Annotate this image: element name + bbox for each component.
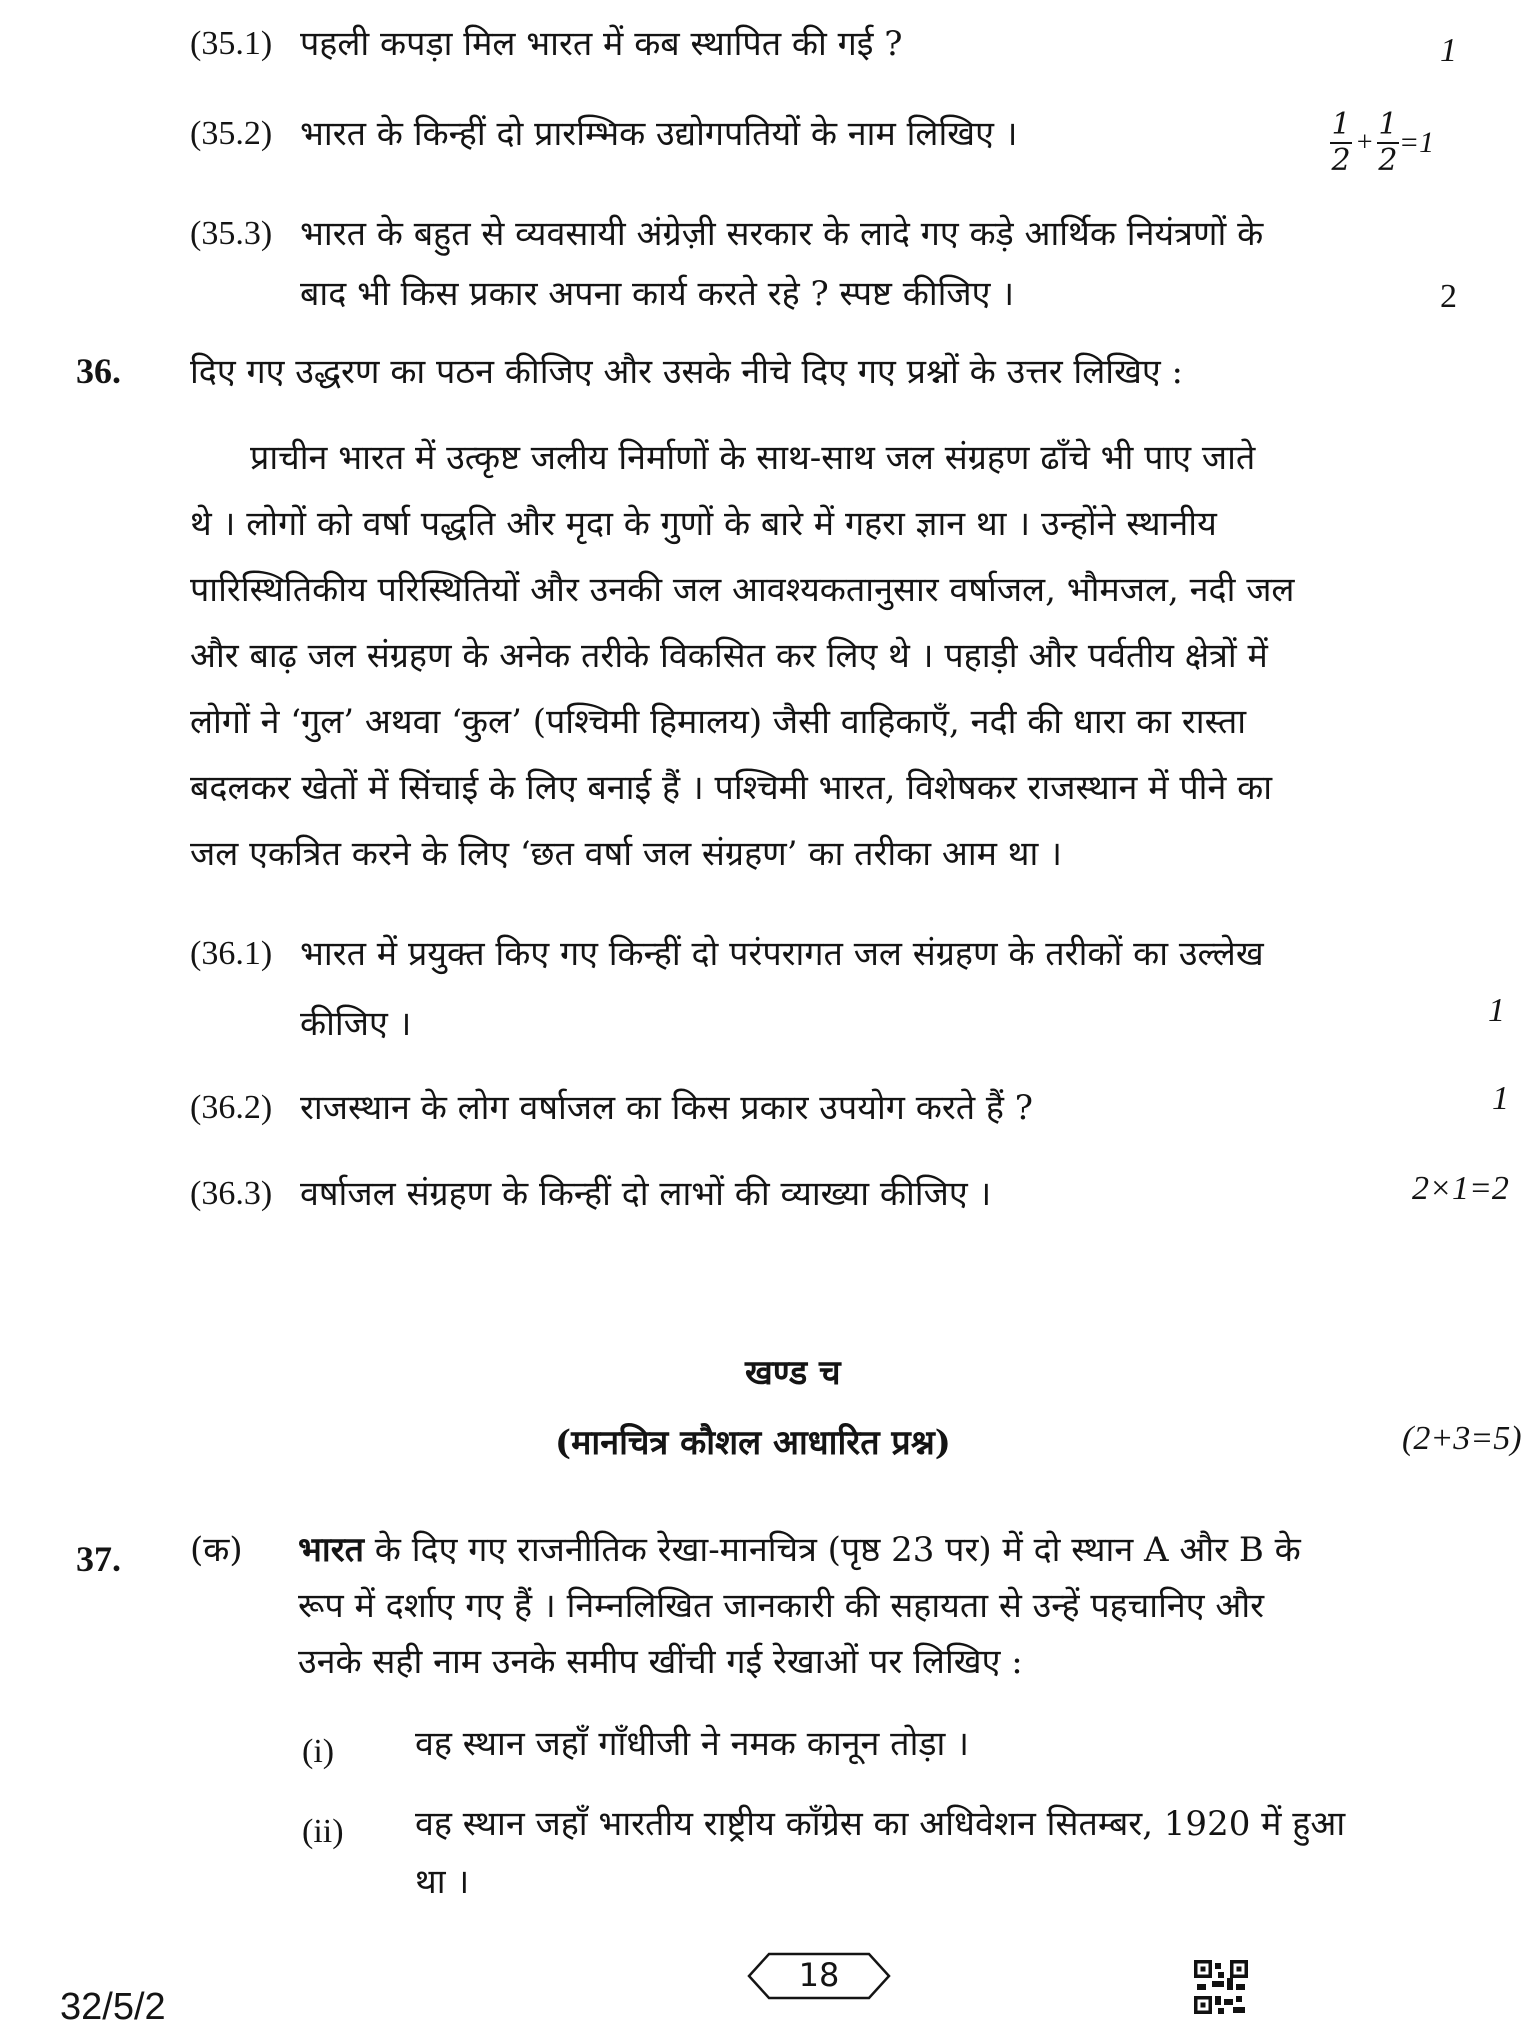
passage-line: लोगों ने ‘गुल’ अथवा ‘कुल’ (पश्चिमी हिमालय) जैसी वाहिकाएँ, नदी की धारा का रास्ता xyxy=(190,702,1247,742)
q37-line1-text: के दिए गए राजनीतिक रेखा-मानचित्र (पृष्ठ 23 पर) में दो स्थान A और B के xyxy=(364,1530,1301,1570)
q36-1-line2: कीजिए । xyxy=(300,1004,412,1044)
q35-2-text: भारत के किन्हीं दो प्रारम्भिक उद्योगपतियों के नाम लिखिए । xyxy=(300,114,1018,154)
q37-part-label: (क) xyxy=(190,1530,243,1570)
q37-item-2-line1: वह स्थान जहाँ भारतीय राष्ट्रीय काँग्रेस का अधिवेशन सितम्बर, 1920 में हुआ xyxy=(415,1804,1346,1844)
passage-line: जल एकत्रित करने के लिए ‘छत वर्षा जल संग्रहण’ का तरीका आम था । xyxy=(190,834,1062,874)
q37-item-1-text: वह स्थान जहाँ गाँधीजी ने नमक कानून तोड़ा । xyxy=(415,1724,970,1764)
passage-line: थे । लोगों को वर्षा पद्धति और मृदा के गुणों के बारे में गहरा ज्ञान था । उन्होंने स्थानीय xyxy=(190,504,1217,544)
q36-passage xyxy=(190,425,1410,887)
paper-code: 32/5/2 xyxy=(60,1986,166,2028)
q35-1-number: (35.1) xyxy=(190,25,273,62)
page-number: 18 xyxy=(798,1956,840,1994)
passage-line: और बाढ़ जल संग्रहण के अनेक तरीके विकसित कर लिए थे । पहाड़ी और पर्वतीय क्षेत्रों में xyxy=(190,636,1268,676)
passage-line: प्राचीन भारत में उत्कृष्ट जलीय निर्माणों के साथ-साथ जल संग्रहण ढाँचे भी पाए जाते xyxy=(250,438,1256,478)
q37-item-1-number: (i) xyxy=(302,1733,335,1770)
q36-2-marks: 1 xyxy=(1492,1080,1509,1117)
q35-1-text: पहली कपड़ा मिल भारत में कब स्थापित की गई ? xyxy=(300,24,903,64)
q37-line1 xyxy=(298,1528,1301,1572)
q36-2-text: राजस्थान के लोग वर्षाजल का किस प्रकार उपयोग करते हैं ? xyxy=(300,1088,1033,1128)
q36-intro: दिए गए उद्धरण का पठन कीजिए और उसके नीचे दिए गए प्रश्नों के उत्तर लिखिए : xyxy=(190,352,1183,392)
q36-3-text: वर्षाजल संग्रहण के किन्हीं दो लाभों की व्याख्या कीजिए । xyxy=(300,1174,992,1214)
q36-3-number: (36.3) xyxy=(190,1175,273,1212)
q36-2-number: (36.2) xyxy=(190,1089,273,1126)
q36-1-line1: भारत में प्रयुक्त किए गए किन्हीं दो परंपरागत जल संग्रहण के तरीकों का उल्लेख xyxy=(300,934,1264,974)
q35-1-marks: 1 xyxy=(1440,32,1457,69)
page-number-badge xyxy=(745,1950,893,2002)
q37-line2: रूप में दर्शाए गए हैं । निम्नलिखित जानकारी की सहायता से उन्हें पहचानिए और xyxy=(298,1586,1265,1626)
q35-2-marks xyxy=(1330,108,1434,178)
passage-line: बदलकर खेतों में सिंचाई के लिए बनाई हैं । पश्चिमी भारत, विशेषकर राजस्थान में पीने का xyxy=(190,768,1273,808)
q35-3-line1: भारत के बहुत से व्यवसायी अंग्रेज़ी सरकार के लादे गए कड़े आर्थिक नियंत्रणों के xyxy=(300,214,1264,254)
q36-1-marks: 1 xyxy=(1488,992,1505,1029)
q37-line3: उनके सही नाम उनके समीप खींची गई रेखाओं पर लिखिए : xyxy=(298,1642,1023,1682)
q36-1-number: (36.1) xyxy=(190,935,273,972)
qr-code-icon xyxy=(1194,1960,1248,2014)
q36-number: 36. xyxy=(76,351,121,391)
q35-2-number: (35.2) xyxy=(190,115,273,152)
passage-line: पारिस्थितिकीय परिस्थितियों और उनकी जल आवश्यकतानुसार वर्षाजल, भौमजल, नदी जल xyxy=(190,570,1295,610)
q36-3-marks: 2×1=2 xyxy=(1412,1170,1509,1207)
q35-3-number: (35.3) xyxy=(190,215,273,252)
section-subtitle: (मानचित्र कौशल आधारित प्रश्न) xyxy=(555,1423,951,1463)
q35-3-marks: 2 xyxy=(1440,278,1457,315)
plus-sign: + xyxy=(1355,127,1374,158)
q37-item-2-number: (ii) xyxy=(302,1813,344,1850)
equals-one: =1 xyxy=(1398,126,1435,159)
q37-bold-word: भारत xyxy=(298,1530,364,1570)
q35-3-line2: बाद भी किस प्रकार अपना कार्य करते रहे ? स्पष्ट कीजिए । xyxy=(300,274,1015,314)
section-title: खण्ड च xyxy=(745,1353,841,1393)
q37-number: 37. xyxy=(76,1539,121,1579)
fraction-half-2: $\frac{1}{2}$ xyxy=(1378,107,1398,178)
fraction-half-1: $\frac{1}{2}$ xyxy=(1331,107,1351,178)
q37-item-2-line2: था । xyxy=(415,1862,470,1902)
section-marks: (2+3=5) xyxy=(1402,1420,1522,1457)
